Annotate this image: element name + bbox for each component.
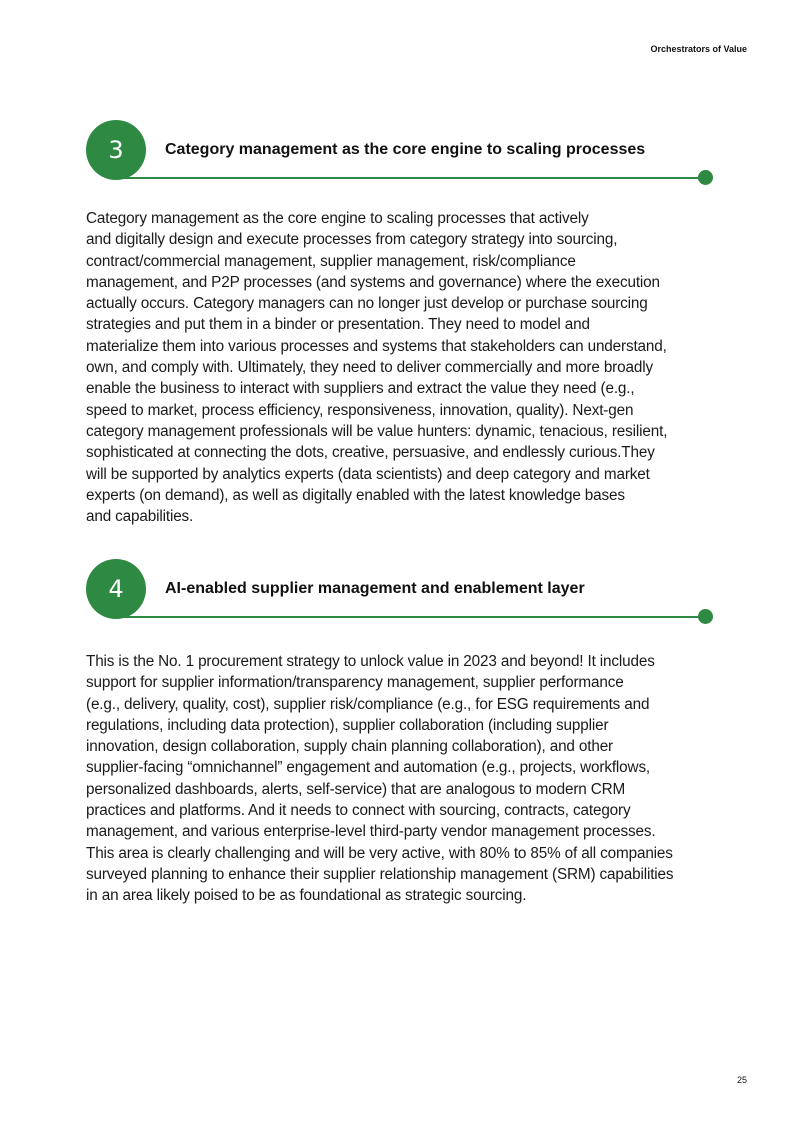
body-line: and capabilities.: [86, 508, 194, 526]
section-header: [86, 120, 726, 182]
body-line: experts (on demand), as well as digitally enabled with the latest knowledge bases: [86, 486, 625, 504]
body-line: innovation, design collaboration, supply chain planning collaboration), and other: [86, 738, 614, 756]
body-line: own, and comply with. Ultimately, they need to deliver commercially and more broadly: [86, 359, 653, 377]
body-line: supplier-facing “omnichannel” engagement and automation (e.g., projects, workflows,: [86, 759, 651, 777]
section-header: [86, 559, 726, 621]
section-divider-line: [116, 616, 706, 618]
section-title: AI-enabled supplier management and enablement layer: [165, 580, 585, 597]
page-number: 25: [736, 1075, 747, 1085]
body-line: contract/commercial management, supplier management, risk/compliance: [86, 252, 576, 270]
body-line: practices and platforms. And it needs to connect with sourcing, contracts, category: [86, 802, 631, 820]
section-number-badge: 4: [86, 559, 146, 619]
body-line: sophisticated at connecting the dots, creative, persuasive, and endlessly curious.They: [86, 444, 655, 462]
body-line: in an area likely poised to be as foundational as strategic sourcing.: [86, 887, 527, 905]
body-line: surveyed planning to enhance their supplier relationship management (SRM) capabilities: [86, 865, 674, 883]
body-line: This is the No. 1 procurement strategy to unlock value in 2023 and beyond! It includes: [86, 653, 655, 670]
body-line: personalized dashboards, alerts, self-service) that are analogous to modern CRM: [86, 780, 626, 798]
section-body: [86, 651, 726, 907]
body-line: Category management as the core engine to scaling processes that actively: [86, 210, 589, 227]
body-line: management, and P2P processes (and systems and governance) where the execution: [86, 273, 660, 291]
running-header: Orchestrators of Value: [650, 44, 747, 54]
section-number-badge: 3: [86, 120, 146, 180]
body-line: strategies and put them in a binder or presentation. They need to model and: [86, 316, 590, 334]
body-line: enable the business to interact with suppliers and extract the value they need (e.g.,: [86, 380, 635, 398]
body-line: will be supported by analytics experts (data scientists) and deep category and market: [86, 465, 650, 483]
body-line: materialize them into various processes and systems that stakeholders can understand,: [86, 337, 667, 355]
section-title: Category management as the core engine to scaling processes: [165, 141, 646, 158]
body-line: actually occurs. Category managers can no longer just develop or purchase sourcing: [86, 295, 648, 313]
section-divider-line: [116, 177, 706, 179]
body-line: regulations, including data protection), supplier collaboration (including supplier: [86, 716, 609, 734]
body-line: This area is clearly challenging and will be very active, with 80% to 85% of all companies: [86, 844, 673, 862]
body-line: support for supplier information/transparency management, supplier performance: [86, 674, 624, 692]
section-4: [86, 559, 726, 907]
section-body: [86, 208, 726, 527]
body-line: and digitally design and execute processes from category strategy into sourcing,: [86, 231, 618, 249]
body-line: category management professionals will be value hunters: dynamic, tenacious, resilient,: [86, 422, 668, 440]
body-line: management, and various enterprise-level third-party vendor management processes.: [86, 823, 656, 841]
section-3: [86, 120, 726, 527]
section-divider-dot: [698, 170, 713, 185]
body-line: speed to market, process efficiency, responsiveness, innovation, quality). Next-gen: [86, 401, 634, 419]
section-divider-dot: [698, 609, 713, 624]
body-line: (e.g., delivery, quality, cost), supplier risk/compliance (e.g., for ESG requirements and: [86, 695, 650, 713]
